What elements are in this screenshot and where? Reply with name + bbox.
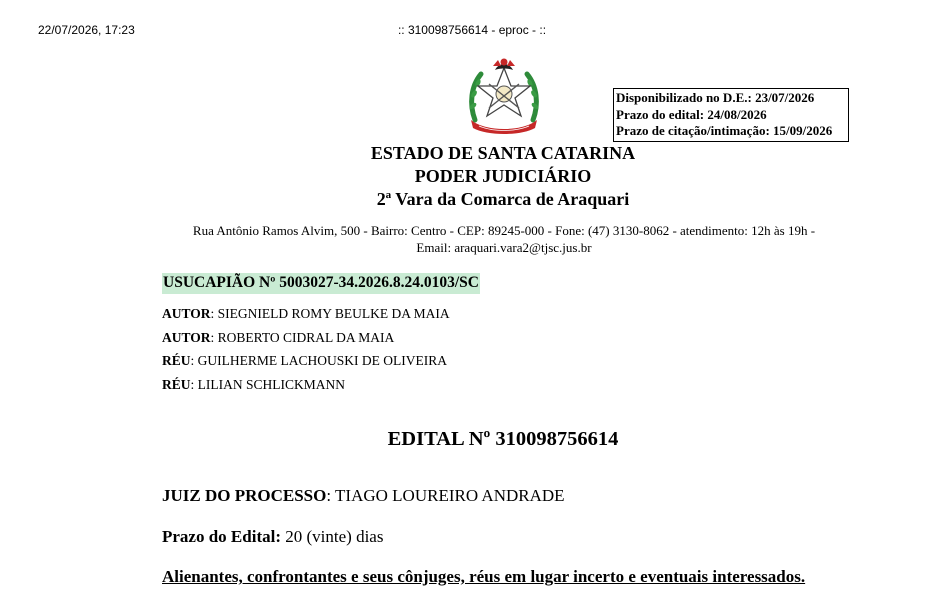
party-row (162, 352, 450, 376)
party-name: : LILIAN SCHLICKMANN (190, 376, 346, 392)
party-role: RÉU (162, 376, 191, 392)
party-role: AUTOR (162, 306, 211, 321)
prazo-line (162, 526, 383, 548)
recipients-heading: Alienantes, confrontantes e seus cônjuges, réus em lugar incerto e eventuais interessados. (162, 567, 806, 586)
court-name: 2ª Vara da Comarca de Araquari (376, 189, 630, 209)
party-role: AUTOR (162, 329, 211, 345)
case-number: USUCAPIÃO Nº 5003027-34.2026.8.24.0103/SC (162, 273, 480, 294)
print-page-title: :: 310098756614 - eproc - :: (397, 23, 547, 37)
publication-dates-box (613, 88, 849, 142)
party-name: : GUILHERME LACHOUSKI DE OLIVEIRA (190, 353, 447, 369)
edital-deadline: Prazo do edital: 24/08/2026 (616, 106, 767, 122)
print-header (0, 23, 944, 39)
parties-list (162, 305, 450, 399)
court-address (162, 222, 846, 256)
party-name: : SIEGNIELD ROMY BEULKE DA MAIA (210, 306, 450, 321)
judge-label: JUIZ DO PROCESSO (162, 486, 327, 505)
party-row (162, 329, 450, 353)
email-line: Email: araquari.vara2@tjsc.jus.br (416, 240, 592, 255)
print-datetime: 22/07/2026, 17:23 (38, 23, 135, 37)
published-date: Disponibilizado no D.E.: 23/07/2026 (616, 90, 815, 105)
state-name: ESTADO DE SANTA CATARINA (370, 143, 636, 163)
judiciary-branch: PODER JUDICIÁRIO (414, 166, 592, 186)
edital-title: EDITAL Nº 310098756614 (387, 428, 619, 450)
santa-catarina-coat-of-arms-icon (465, 56, 543, 136)
party-role: RÉU (162, 353, 191, 369)
prazo-label: Prazo do Edital: (162, 527, 281, 546)
citation-deadline: Prazo de citação/intimação: 15/09/2026 (616, 123, 833, 138)
prazo-value: 20 (vinte) dias (281, 527, 384, 546)
judge-line (162, 485, 565, 507)
party-row (162, 376, 450, 400)
judge-name: : TIAGO LOUREIRO ANDRADE (326, 486, 565, 505)
party-name: : ROBERTO CIDRAL DA MAIA (210, 329, 395, 345)
address-line: Rua Antônio Ramos Alvim, 500 - Bairro: Centro - CEP: 89245-000 - Fone: (47) 3130-8062 - atendimento: 12h às 19h - (192, 223, 816, 238)
court-header (0, 142, 944, 211)
party-row (162, 305, 450, 329)
